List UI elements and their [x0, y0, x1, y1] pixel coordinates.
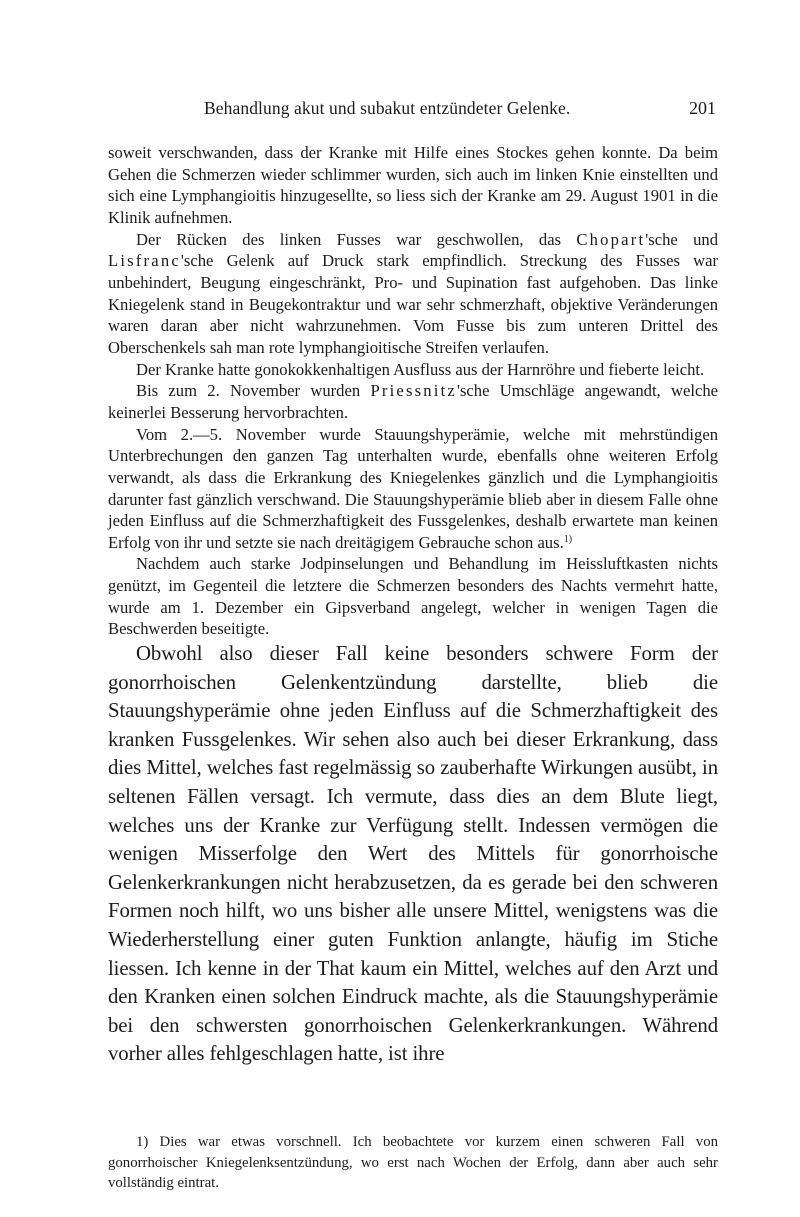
- paragraph-2: [108, 229, 718, 359]
- paragraph-4-text-a: Bis zum 2. November wurden: [136, 381, 371, 401]
- footnote-1: 1) Dies war etwas vorschnell. Ich beobachtete vor kurzem einen schweren Fall von gonorrhoischer Kniegelenksentzündung, wo erst nach Wochen der Erfolg, dann aber auch sehr vollständig eintrat.: [108, 1134, 718, 1191]
- main-text: [108, 142, 718, 1069]
- paragraph-5: [108, 424, 718, 554]
- paragraph-6: Nachdem auch starke Jodpinselungen und Behandlung im Heissluftkasten nichts genützt, im Gegenteil die letztere die Schmerzen besonders des Nachts vermehrt hatte, wurde am 1. Dezember ein Gipsverband angelegt, welcher in wenigen Tagen die Beschwerden beseitigte.: [108, 554, 718, 639]
- running-header: [108, 98, 716, 120]
- paragraph-4-text-b: 'sche Umschläge angewandt, welche keinerlei Besserung hervorbrachten.: [108, 381, 718, 422]
- paragraph-2-text-a: Der Rücken des linken Fusses war geschwollen, das: [136, 229, 577, 249]
- name-lisfranc: Lisfranc: [108, 251, 181, 271]
- paragraph-4: [108, 380, 718, 423]
- paragraph-2-text-b: 'sche und: [645, 229, 719, 249]
- paragraph-5-text: Vom 2.—5. November wurde Stauungshyperämie, welche mit mehrstündigen Unterbrechungen den ganzen Tag unterhalten wurde, ebenfalls ohne weiteren Erfolg verwandt, als dass die Erkrankung des Kniegelenkes gänzlich und die Lymphangioitis darunter fast gänzlich verschwand. Die Stauungshyperämie blieb aber in diesem Falle ohne jeden Einfluss auf die Schmerzhaftigkeit des Fussgelenkes, deshalb erwartete man keinen Erfolg von ihr und setzte sie nach dreitägigem Gebrauche schon aus.: [108, 424, 718, 552]
- paragraph-7: Obwohl also dieser Fall keine besonders schwere Form der gonorrhoischen Gelenkentzündung darstellte, blieb die Stauungshyperämie ohne jeden Einfluss auf die Schmerzhaftigkeit des kranken Fussgelenkes. Wir sehen also auch bei dieser Erkrankung, dass dies Mittel, welches fast regelmässig so zauberhafte Wirkungen ausübt, in seltenen Fällen versagt. Ich vermute, dass dies an dem Blute liegt, welches uns der Kranke zur Verfügung stellt. Indessen vermögen die wenigen Misserfolge den Wert des Mittels für gonorrhoische Gelenkerkrankungen nicht herabzusetzen, da es gerade bei den schweren Formen noch hilft, wo uns bisher alle unsere Mittel, wenigstens was die Wiederherstellung einer guten Funktion anlangte, häufig im Stiche liessen. Ich kenne in der That kaum ein Mittel, welches auf den Arzt und den Kranken einen solchen Eindruck machte, als die Stauungshyperämie bei den schwersten gonorrhoischen Gelenkerkrankungen. Während vorher alles fehlgeschlagen hatte, ist ihre: [108, 642, 718, 1066]
- paragraph-3: Der Kranke hatte gonokokkenhaltigen Ausfluss aus der Harnröhre und fieberte leicht.: [136, 359, 705, 379]
- page-number: 201: [689, 98, 716, 118]
- paragraph-2-text-c: 'sche Gelenk auf Druck stark empfindlich. Streckung des Fusses war unbehindert, Beugung eingeschränkt, Pro- und Supination fast aufgehoben. Das linke Kniegelenk stand in Beugekontraktur und war sehr schmerzhaft, objektive Veränderungen waren daran aber nicht wahrzunehmen. Vom Fusse bis zum unteren Drittel des Oberschenkels sah man rote lymphangioitische Streifen verlaufen.: [108, 251, 718, 357]
- footnotes: [108, 1132, 718, 1194]
- footnote-marker: 1): [563, 533, 573, 545]
- running-title: Behandlung akut und subakut entzündeter Gelenke.: [204, 98, 571, 118]
- name-chopart: Chopart: [576, 229, 646, 249]
- paragraph-1: soweit verschwanden, dass der Kranke mit Hilfe eines Stockes gehen konnte. Da beim Gehen die Schmerzen wieder schlimmer wurden, sich auch im linken Knie einstellten und sich eine Lymphangioitis hinzugesellte, so liess sich der Kranke am 29. August 1901 in die Klinik aufnehmen.: [108, 143, 718, 227]
- name-priessnitz: Priessnitz: [370, 381, 457, 401]
